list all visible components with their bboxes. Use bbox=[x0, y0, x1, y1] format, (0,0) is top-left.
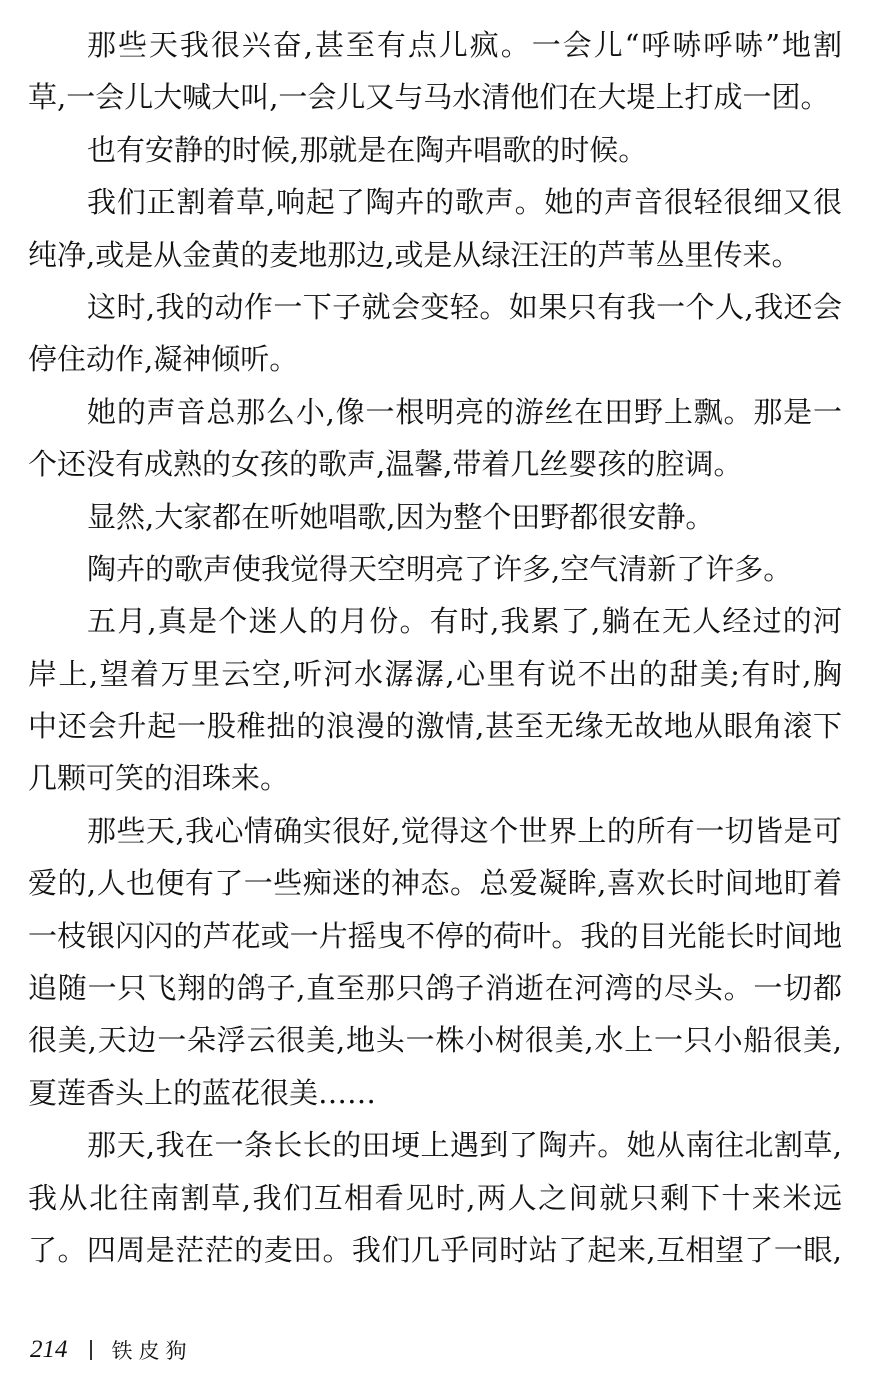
paragraph-line: 五月,真是个迷人的月份。有时,我累了,躺在无人经过的河 bbox=[87, 604, 842, 639]
paragraph-line: 那些天,我心情确实很好,觉得这个世界上的所有一切皆是可 bbox=[87, 813, 842, 848]
paragraph-line: 也有安静的时候,那就是在陶卉唱歌的时候。 bbox=[87, 132, 648, 167]
paragraph-line: 了。四周是茫茫的麦田。我们几乎同时站了起来,互相望了一眼, bbox=[28, 1232, 842, 1267]
paragraph-line: 爱的,人也便有了一些痴迷的神态。总爱凝眸,喜欢长时间地盯着 bbox=[28, 866, 842, 901]
paragraph-line: 草,一会儿大喊大叫,一会儿又与马水清他们在大堤上打成一团。 bbox=[28, 80, 830, 115]
paragraph-line: 停住动作,凝神倾听。 bbox=[28, 342, 299, 377]
paragraph-line: 那些天我很兴奋,甚至有点儿疯。一会儿“呼哧呼哧”地割 bbox=[87, 28, 842, 62]
paragraph-line: 我们正割着草,响起了陶卉的歌声。她的声音很轻很细又很 bbox=[87, 185, 842, 220]
paragraph-line: 显然,大家都在听她唱歌,因为整个田野都很安静。 bbox=[87, 499, 715, 534]
paragraph-line: 这时,我的动作一下子就会变轻。如果只有我一个人,我还会 bbox=[87, 289, 842, 324]
paragraph-line: 纯净,或是从金黄的麦地那边,或是从绿汪汪的芦苇丛里传来。 bbox=[28, 237, 801, 272]
paragraph-line: 个还没有成熟的女孩的歌声,温馨,带着几丝婴孩的腔调。 bbox=[28, 447, 743, 482]
page-footer bbox=[30, 1332, 193, 1368]
paragraph-line: 岸上,望着万里云空,听河水潺潺,心里有说不出的甜美;有时,胸 bbox=[28, 656, 842, 691]
paragraph-line: 一枝银闪闪的芦花或一片摇曳不停的荷叶。我的目光能长时间地 bbox=[28, 918, 842, 953]
paragraph-line: 追随一只飞翔的鸽子,直至那只鸽子消逝在河湾的尽头。一切都 bbox=[28, 971, 842, 1006]
paragraph-line: 陶卉的歌声使我觉得天空明亮了许多,空气清新了许多。 bbox=[87, 551, 793, 586]
paragraph-line: 她的声音总那么小,像一根明亮的游丝在田野上飘。那是一 bbox=[87, 394, 842, 429]
paragraph-line: 很美,天边一朵浮云很美,地头一株小树很美,水上一只小船很美, bbox=[28, 1023, 842, 1058]
paragraph-line: 中还会升起一股稚拙的浪漫的激情,甚至无缘无故地从眼角滚下 bbox=[28, 709, 842, 744]
book-title: 铁皮狗 bbox=[111, 1339, 193, 1363]
paragraph-line: 几颗可笑的泪珠来。 bbox=[28, 761, 290, 796]
paragraph-line: 夏莲香头上的蓝花很美…… bbox=[28, 1075, 377, 1110]
footer-divider bbox=[90, 1340, 92, 1360]
page-number: 214 bbox=[30, 1336, 68, 1363]
paragraph-line: 那天,我在一条长长的田埂上遇到了陶卉。她从南往北割草, bbox=[87, 1128, 842, 1163]
body-text bbox=[28, 19, 842, 1276]
paragraph-line: 我从北往南割草,我们互相看见时,两人之间就只剩下十来米远 bbox=[28, 1180, 842, 1215]
